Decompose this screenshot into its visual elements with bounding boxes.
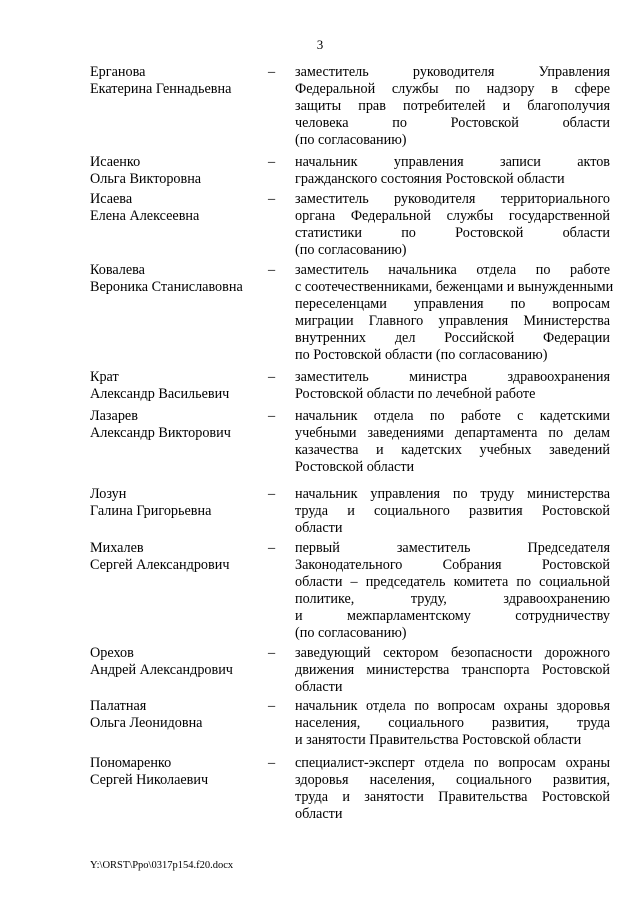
position-line: здоровья населения, социального развития, xyxy=(295,772,610,788)
member-given-names: Галина Григорьевна xyxy=(90,503,212,519)
position-line: и занятости Правительства Ростовской области xyxy=(295,732,582,748)
member-position xyxy=(295,262,614,364)
position-line: Ростовской области xyxy=(295,459,415,475)
member-surname: Михалев xyxy=(90,540,144,556)
member-entry xyxy=(90,154,610,188)
dash-separator: – xyxy=(268,540,276,556)
member-list xyxy=(90,64,614,823)
member-surname: Исаева xyxy=(90,191,133,207)
file-path-footer: Y:\ORST\Ppo\0317p154.f20.docx xyxy=(90,860,234,871)
position-line: населения, социального развития, труда xyxy=(295,715,610,731)
member-entry xyxy=(90,752,610,823)
dash-separator: – xyxy=(268,408,276,424)
member-entry xyxy=(90,486,610,537)
position-line: труда и социального развития Ростовской xyxy=(295,503,610,519)
member-name xyxy=(90,540,268,642)
member-name xyxy=(90,262,268,364)
member-name xyxy=(90,755,268,823)
member-given-names: Ольга Леонидовна xyxy=(90,715,203,731)
member-surname: Орехов xyxy=(90,645,134,661)
member-position xyxy=(295,64,610,149)
member-position xyxy=(295,486,610,537)
position-line: начальник управления записи актов xyxy=(295,154,610,170)
position-line: заместитель руководителя Управления xyxy=(295,64,610,80)
dash-separator: – xyxy=(268,369,276,385)
member-entry xyxy=(90,645,610,696)
position-line: человека по Ростовской области xyxy=(295,115,610,131)
position-line: (по согласованию) xyxy=(295,242,407,258)
position-line: миграции Главного управления Министерства xyxy=(295,313,610,329)
position-line: защиты прав потребителей и благополучия xyxy=(295,98,610,114)
position-line: начальник управления по труду министерства xyxy=(295,486,610,502)
member-surname: Лозун xyxy=(90,486,127,502)
member-given-names: Андрей Александрович xyxy=(90,662,233,678)
position-line: органа Федеральной службы государственной xyxy=(295,208,610,224)
member-surname: Палатная xyxy=(90,698,147,714)
position-line: области – председатель комитета по социальной xyxy=(295,574,610,590)
member-entry xyxy=(90,698,610,749)
position-line: политике, труду, здравоохранению xyxy=(295,591,610,607)
member-entry xyxy=(90,408,610,476)
dash-separator: – xyxy=(268,755,276,771)
member-name xyxy=(90,64,268,149)
position-line: области xyxy=(295,679,343,695)
dash-separator: – xyxy=(268,486,276,502)
member-surname: Ковалева xyxy=(90,262,145,278)
member-given-names: Сергей Александрович xyxy=(90,557,230,573)
position-line: начальник отдела по работе с кадетскими xyxy=(295,408,610,424)
position-line: Законодательного Собрания Ростовской xyxy=(295,557,610,573)
member-name xyxy=(90,369,268,403)
dash-separator: – xyxy=(268,191,276,207)
position-line: заместитель министра здравоохранения xyxy=(295,369,610,385)
position-line: казачества и кадетских учебных заведений xyxy=(295,442,610,458)
position-line: заместитель руководителя территориального xyxy=(295,191,610,207)
dash-separator: – xyxy=(268,64,276,80)
member-entry xyxy=(90,262,614,364)
member-entry xyxy=(90,191,610,259)
position-line: (по согласованию) xyxy=(295,132,407,148)
dash-separator: – xyxy=(268,698,276,714)
position-line: заведующий сектором безопасности дорожного xyxy=(295,645,610,661)
position-line: первый заместитель Председателя xyxy=(295,540,610,556)
position-line: области xyxy=(295,806,343,822)
position-line: и межпарламентскому сотрудничеству xyxy=(295,608,610,624)
member-given-names: Ольга Викторовна xyxy=(90,171,202,187)
position-line: специалист-эксперт отдела по вопросам охраны xyxy=(295,755,610,771)
member-position xyxy=(295,369,610,403)
member-name xyxy=(90,154,268,188)
position-line: учебными заведениями департамента по делам xyxy=(295,425,610,441)
position-line: по Ростовской области (по согласованию) xyxy=(295,347,548,363)
position-line: (по согласованию) xyxy=(295,625,407,641)
position-line: движения министерства транспорта Ростовской xyxy=(295,662,610,678)
member-entry xyxy=(90,64,610,149)
member-entry xyxy=(90,540,610,642)
position-line: внутренних дел Российской Федерации xyxy=(295,330,610,346)
member-name xyxy=(90,698,268,749)
member-name xyxy=(90,486,268,537)
position-line: начальник отдела по вопросам охраны здоровья xyxy=(295,698,610,714)
member-surname: Исаенко xyxy=(90,154,141,170)
member-given-names: Елена Алексеевна xyxy=(90,208,200,224)
dash-separator: – xyxy=(268,154,276,170)
member-surname: Ерганова xyxy=(90,64,146,80)
position-line: труда и занятости Правительства Ростовской xyxy=(295,789,610,805)
dash-separator: – xyxy=(268,645,276,661)
position-line: Федеральной службы по надзору в сфере xyxy=(295,81,610,97)
member-position xyxy=(295,698,610,749)
page-number: 3 xyxy=(316,37,324,52)
member-position xyxy=(295,755,610,823)
position-line: Ростовской области по лечебной работе xyxy=(295,386,536,402)
position-line: гражданского состояния Ростовской области xyxy=(295,171,565,187)
position-line: с соотечественниками, беженцами и вынужденными xyxy=(295,279,614,295)
member-given-names: Александр Васильевич xyxy=(90,386,230,402)
position-line: заместитель начальника отдела по работе xyxy=(295,262,610,278)
member-entry xyxy=(90,369,610,403)
member-position xyxy=(295,645,610,696)
position-line: области xyxy=(295,520,343,536)
member-name xyxy=(90,408,268,476)
member-surname: Лазарев xyxy=(90,408,138,424)
dash-separator: – xyxy=(268,262,276,278)
member-name xyxy=(90,645,268,696)
member-position xyxy=(295,154,610,188)
member-given-names: Сергей Николаевич xyxy=(90,772,209,788)
member-position xyxy=(295,408,610,476)
member-given-names: Вероника Станиславовна xyxy=(90,279,243,295)
member-surname: Крат xyxy=(90,369,119,385)
member-position xyxy=(295,191,610,259)
position-line: статистики по Ростовской области xyxy=(295,225,610,241)
member-given-names: Екатерина Геннадьевна xyxy=(90,81,232,97)
member-position xyxy=(295,540,610,642)
member-surname: Пономаренко xyxy=(90,755,172,771)
position-line: переселенцами управления по вопросам xyxy=(295,296,610,312)
member-name xyxy=(90,191,268,259)
member-given-names: Александр Викторович xyxy=(90,425,231,441)
